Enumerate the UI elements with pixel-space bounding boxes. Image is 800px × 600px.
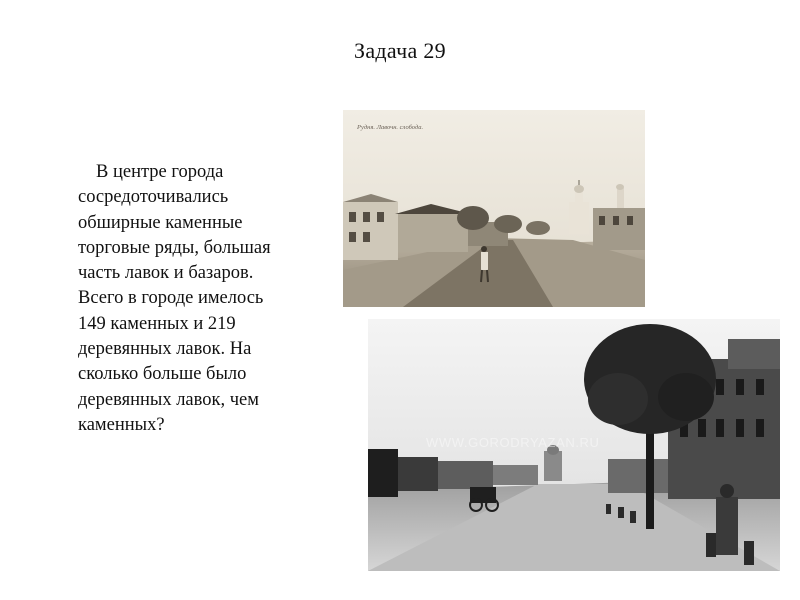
- problem-line: деревянных лавок. На: [78, 339, 252, 360]
- street-photo-top: [343, 110, 645, 307]
- street-photo-top-drawing: [343, 110, 645, 307]
- problem-line: часть лавок и базаров.: [78, 263, 254, 284]
- problem-line: торговые ряды, большая: [78, 237, 271, 258]
- street-photo-bottom: [368, 319, 780, 571]
- problem-line: деревянных лавок, чем: [78, 389, 259, 410]
- slide-title: Задача 29: [354, 38, 446, 63]
- problem-line: сосредоточивались: [78, 187, 229, 208]
- problem-line: 149 каменных и 219: [78, 313, 236, 334]
- problem-line: Всего в городе имелось: [78, 288, 264, 309]
- problem-line: обширные каменные: [78, 212, 243, 233]
- problem-line: В центре города: [96, 162, 224, 182]
- photo-watermark: WWW.GORODRYAZAN.RU: [426, 435, 600, 450]
- problem-line: каменных?: [78, 414, 165, 435]
- photo-caption: Рудня. Лавочн. слобода.: [357, 124, 424, 131]
- problem-line: сколько больше было: [78, 364, 247, 385]
- problem-text: [78, 160, 333, 438]
